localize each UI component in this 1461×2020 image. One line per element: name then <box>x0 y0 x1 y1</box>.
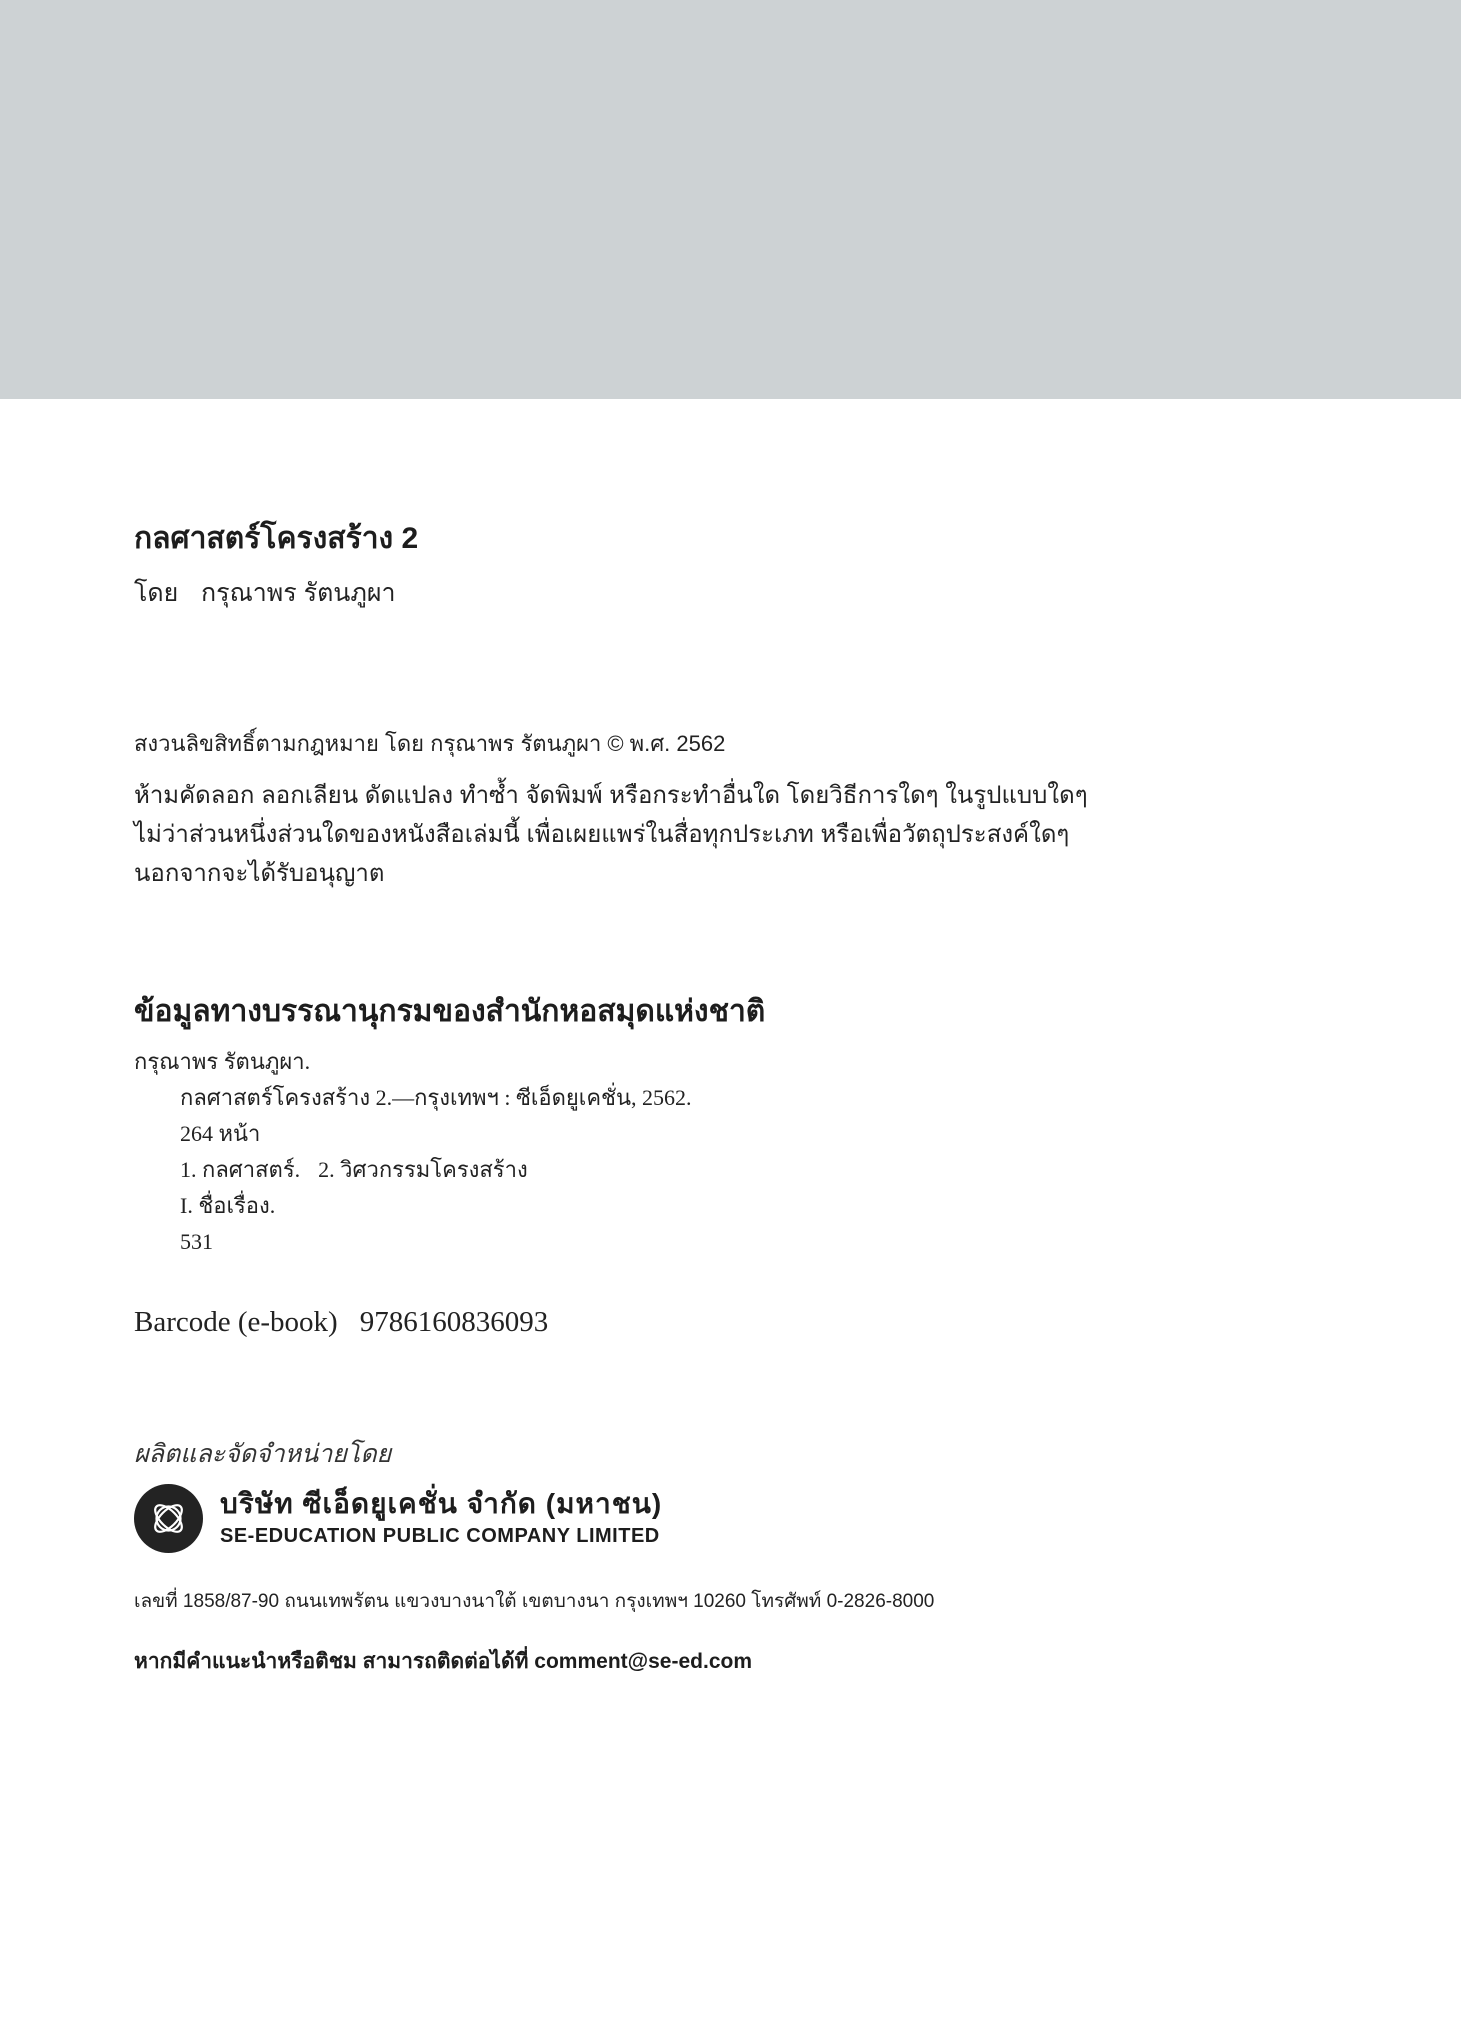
barcode-label: Barcode (e-book) <box>134 1306 338 1338</box>
publisher-name-en: SE-EDUCATION PUBLIC COMPANY LIMITED <box>220 1525 660 1547</box>
cip-subjects <box>134 1152 692 1188</box>
publisher-name-th: บริษัท ซีเอ็ดยูเคชั่น จำกัด (มหาชน) <box>220 1488 663 1519</box>
author-line <box>134 573 396 613</box>
barcode-value: 9786160836093 <box>359 1306 549 1338</box>
cip-title-heading: I. ชื่อเรื่อง. <box>180 1193 276 1218</box>
copyright-symbol: © <box>607 731 624 756</box>
publisher-contact: หากมีคำแนะนำหรือติชม สามารถติดต่อได้ที่ comment@se-ed.com <box>134 1650 752 1673</box>
notice-line: ห้ามคัดลอก ลอกเลียน ดัดแปลง ทำซ้ำ จัดพิมพ์ หรือกระทำอื่นใด โดยวิธีการใดๆ ในรูปแบบใดๆ <box>134 782 1088 809</box>
notice-line: ไม่ว่าส่วนหนึ่งส่วนใดของหนังสือเล่มนี้ เพื่อเผยแพร่ในสื่อทุกประเภท หรือเพื่อวัตถุประสงค์ใดๆ <box>134 821 1070 848</box>
cip-heading: ข้อมูลทางบรรณานุกรมของสำนักหอสมุดแห่งชาติ <box>134 995 766 1028</box>
notice-line: นอกจากจะได้รับอนุญาต <box>134 860 385 887</box>
publisher-address: เลขที่ 1858/87-90 ถนนเทพรัตน แขวงบางนาใต้ เขตบางนา กรุงเทพฯ 10260 โทรศัพท์ 0-2826-8000 <box>134 1591 935 1612</box>
cip-author: กรุณาพร รัตนภูผา. <box>134 1049 311 1074</box>
book-title: กลศาสตร์โครงสร้าง 2 <box>134 522 419 555</box>
barcode-line <box>134 1306 548 1339</box>
cip-class-number: 531 <box>180 1229 213 1254</box>
cip-subject: 2. วิศวกรรมโครงสร้าง <box>318 1157 528 1182</box>
author-name: กรุณาพร รัตนภูผา <box>201 579 396 607</box>
cip-pages: 264 หน้า <box>180 1121 261 1146</box>
cip-subject: 1. กลศาสตร์. <box>180 1157 301 1182</box>
atom-orbit-icon <box>134 1484 203 1553</box>
cip-block <box>134 1044 692 1260</box>
copyright-text: สงวนลิขสิทธิ์ตามกฎหมาย โดย กรุณาพร รัตนภูผา <box>134 731 602 756</box>
publisher-logo <box>134 1484 203 1553</box>
distributor-label: ผลิตและจัดจำหน่ายโดย <box>134 1440 392 1468</box>
cover-gray-band <box>0 0 1461 399</box>
cip-title: กลศาสตร์โครงสร้าง 2.—กรุงเทพฯ : ซีเอ็ดยูเคชั่น, 2562. <box>180 1085 692 1110</box>
copyright-year: พ.ศ. 2562 <box>629 731 726 756</box>
rights-notice <box>134 776 1088 893</box>
by-label: โดย <box>134 579 179 607</box>
copyright-line <box>134 726 725 761</box>
